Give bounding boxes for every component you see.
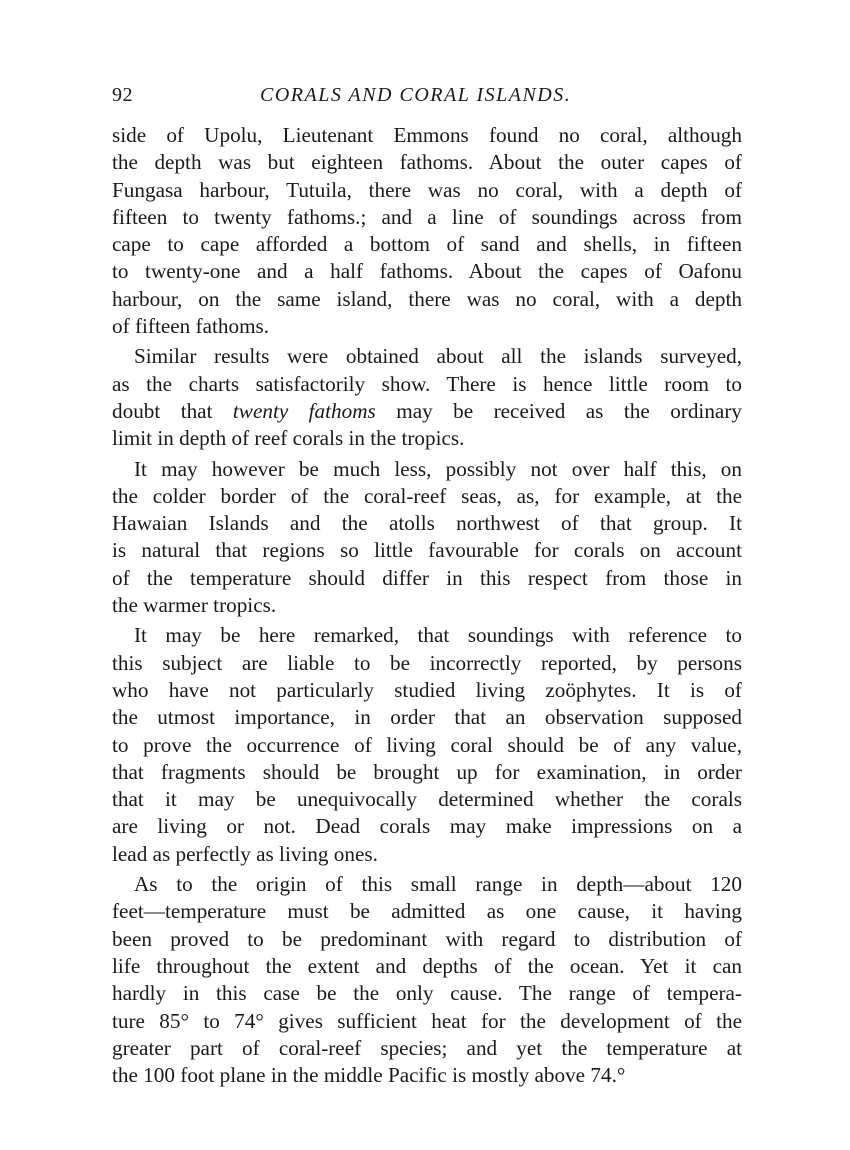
text-line: As to the origin of this small range in depth—about 120 (134, 872, 742, 897)
text-line: cape to cape afforded a bottom of sand and shells, in fifteen (112, 232, 742, 257)
text-line: to prove the occurrence of living coral should be of any value, (112, 732, 742, 757)
text-line (112, 398, 742, 425)
text-line: as the charts satisfactorily show. There is hence little room to (112, 371, 742, 396)
paragraph (112, 622, 742, 868)
paragraph (112, 343, 742, 452)
text-line: are living or not. Dead corals may make impressions on a (112, 814, 742, 839)
text-line: of fifteen fathoms. (112, 314, 270, 339)
paragraph (112, 456, 742, 620)
text-line: Hawaian Islands and the atolls northwest of that group. It (112, 511, 742, 536)
text-line: lead as perfectly as living ones. (112, 841, 378, 866)
text-line: who have not particularly studied living zoöphytes. It is of (112, 677, 742, 702)
text-line: fifteen to twenty fathoms.; and a line of soundings across from (112, 204, 742, 229)
text-line: that it may be unequivocally determined whether the corals (112, 787, 742, 812)
text-line: life throughout the extent and depths of the ocean. Yet it can (112, 953, 742, 978)
text-line: hardly in this case be the only cause. The range of tempera- (112, 981, 742, 1006)
text-line: this subject are liable to be incorrectly reported, by persons (112, 650, 742, 675)
text-line: feet—temperature must be admitted as one cause, it having (112, 899, 742, 924)
italic-emphasis: twenty fathoms (232, 398, 376, 423)
text-line: Fungasa harbour, Tutuila, there was no coral, with a depth of (112, 177, 742, 202)
text-line: limit in depth of reef corals in the tropics. (112, 426, 465, 451)
running-title: CORALS AND CORAL ISLANDS. (260, 84, 572, 106)
text-line: Similar results were obtained about all the islands surveyed, (134, 344, 742, 369)
paragraph (112, 871, 742, 1089)
page-header (112, 84, 742, 114)
text-line: greater part of coral-reef species; and yet the temperature at (112, 1035, 742, 1060)
text-line: It may however be much less, possibly not over half this, on (134, 456, 742, 481)
text-line: the depth was but eighteen fathoms. About the outer capes of (112, 150, 742, 175)
text-line: the colder border of the coral-reef seas, as, for example, at the (112, 483, 742, 508)
text-line: is natural that regions so little favourable for corals on account (112, 538, 742, 563)
text-line: the utmost importance, in order that an observation supposed (112, 705, 742, 730)
text-line: of the temperature should differ in this respect from those in (112, 565, 742, 590)
page-number: 92 (112, 84, 133, 106)
text-line: the warmer tropics. (112, 593, 277, 618)
text-line: ture 85° to 74° gives sufficient heat for the development of the (112, 1008, 742, 1033)
text-line: been proved to be predominant with regard to distribution of (112, 926, 742, 951)
body-text (112, 122, 742, 1089)
text-line: that fragments should be brought up for examination, in order (112, 759, 742, 784)
text-run: doubt that (112, 398, 233, 423)
text-line: the 100 foot plane in the middle Pacific is mostly above 74.° (112, 1063, 626, 1088)
text-run: may be received as the ordinary (375, 398, 742, 423)
text-line: side of Upolu, Lieutenant Emmons found no coral, although (112, 123, 742, 147)
text-line: It may be here remarked, that soundings with reference to (134, 623, 742, 648)
paragraph (112, 122, 742, 340)
text-line: to twenty-one and a half fathoms. About the capes of Oafonu (112, 259, 742, 284)
text-line: harbour, on the same island, there was no coral, with a depth (112, 286, 742, 311)
